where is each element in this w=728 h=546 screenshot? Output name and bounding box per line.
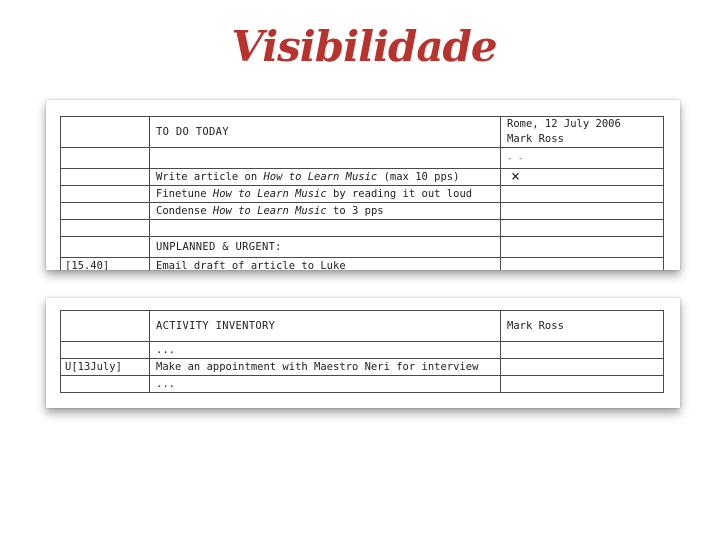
todo-today-sheet <box>46 100 680 270</box>
item-text: Make an appointment with Maestro Neri for interview <box>156 361 479 373</box>
table-row <box>61 376 664 393</box>
table-cell <box>150 220 501 237</box>
task-title: How to Learn Music <box>263 171 378 183</box>
author-name: Mark Ross <box>507 133 564 145</box>
item-date: U[13July] <box>65 361 122 373</box>
inventory-table <box>60 310 664 393</box>
task-cell <box>150 359 501 376</box>
table-cell <box>150 311 501 342</box>
unplanned-header: UNPLANNED & URGENT: <box>156 241 282 253</box>
table-row <box>61 186 664 203</box>
table-cell <box>61 203 150 220</box>
task-text: (max 10 pps) <box>377 171 460 183</box>
task-title: How to Learn Music <box>212 205 327 217</box>
table-row <box>61 148 664 169</box>
task-cell <box>150 258 501 271</box>
table-cell <box>501 376 664 393</box>
table-cell <box>501 258 664 271</box>
table-cell <box>61 311 150 342</box>
table-cell <box>501 237 664 258</box>
time-cell <box>61 258 150 271</box>
table-cell <box>501 311 664 342</box>
table-row <box>61 359 664 376</box>
date-cell <box>61 359 150 376</box>
table-row <box>61 203 664 220</box>
task-text: Write article on <box>156 171 264 183</box>
urgent-task: Email draft of article to Luke <box>156 260 346 270</box>
table-cell <box>501 203 664 220</box>
ellipsis: ... <box>156 344 175 356</box>
done-cross-mark: × <box>511 168 521 185</box>
task-text: by reading it out loud <box>326 188 473 200</box>
todo-table <box>60 116 664 270</box>
table-cell <box>61 148 150 169</box>
table-cell <box>61 117 150 148</box>
task-text: Finetune <box>156 188 213 200</box>
author-name: Mark Ross <box>507 320 564 332</box>
table-row <box>61 311 664 342</box>
slide-title: Visibilidade <box>231 22 497 71</box>
table-cell <box>61 376 150 393</box>
urgent-time: [15.40] <box>65 260 110 270</box>
task-cell <box>150 203 501 220</box>
inventory-header: ACTIVITY INVENTORY <box>156 320 276 332</box>
task-text: to 3 pps <box>326 205 384 217</box>
table-cell <box>61 169 150 186</box>
table-cell <box>501 186 664 203</box>
table-cell <box>501 117 664 148</box>
table-row <box>61 117 664 148</box>
table-cell <box>61 237 150 258</box>
table-cell <box>501 359 664 376</box>
meta-dots: - - <box>507 154 524 164</box>
table-cell <box>150 117 501 148</box>
activity-inventory-sheet <box>46 298 680 408</box>
task-cell <box>150 169 501 186</box>
ellipsis: ... <box>156 378 175 390</box>
task-title: How to Learn Music <box>212 188 327 200</box>
todo-header: TO DO TODAY <box>156 126 229 138</box>
table-cell <box>501 220 664 237</box>
table-cell <box>61 220 150 237</box>
table-cell <box>501 342 664 359</box>
table-cell <box>61 342 150 359</box>
task-cell <box>150 186 501 203</box>
task-text: Condense <box>156 205 213 217</box>
place-date: Rome, 12 July 2006 <box>507 118 621 130</box>
table-cell <box>501 169 664 186</box>
table-cell <box>61 186 150 203</box>
table-row <box>61 220 664 237</box>
table-row <box>61 342 664 359</box>
table-cell <box>150 376 501 393</box>
table-cell <box>150 148 501 169</box>
table-row <box>61 258 664 271</box>
table-cell <box>150 237 501 258</box>
table-row <box>61 169 664 186</box>
table-cell <box>501 148 664 169</box>
table-row <box>61 237 664 258</box>
table-cell <box>150 342 501 359</box>
